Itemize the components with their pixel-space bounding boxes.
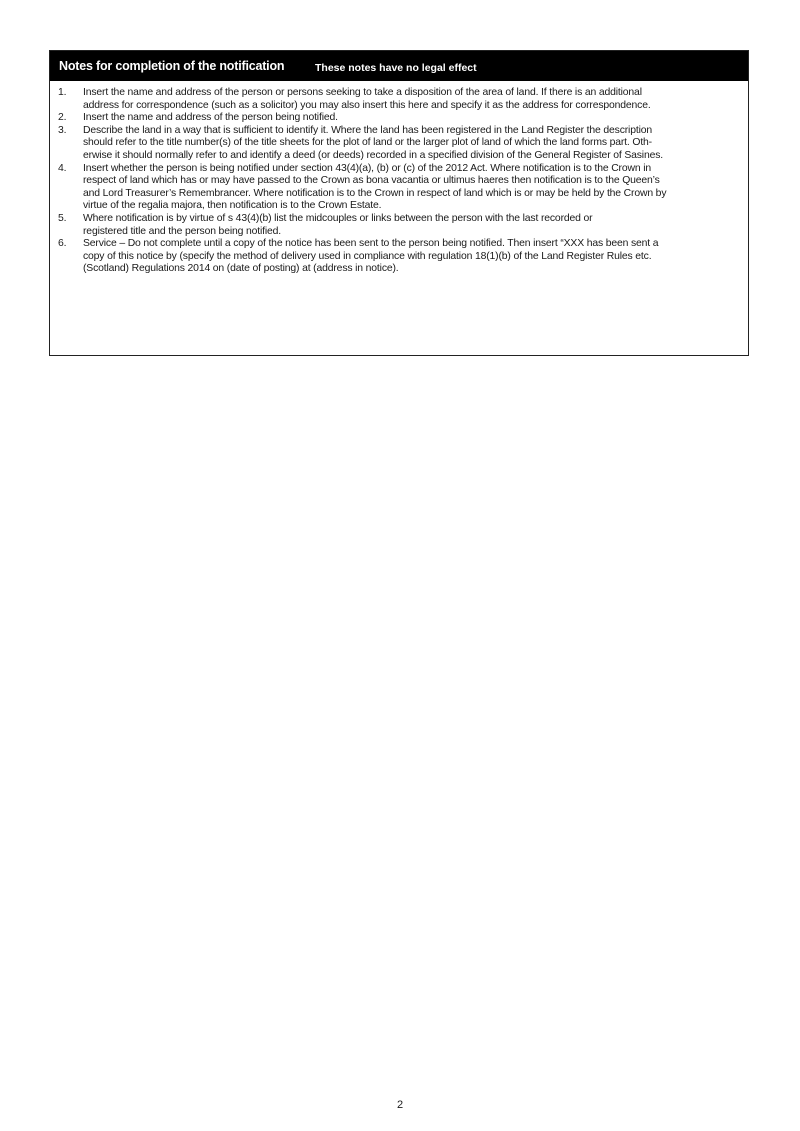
note-item — [50, 112, 738, 125]
note-text — [83, 112, 738, 125]
notes-list — [50, 81, 748, 276]
note-item — [50, 238, 738, 276]
note-text — [83, 213, 738, 238]
note-number: 3. — [58, 124, 67, 136]
note-text — [83, 163, 738, 213]
note-line: Insert the name and address of the person being notified. — [83, 112, 338, 124]
notes-header — [50, 51, 748, 81]
note-text — [83, 125, 738, 163]
note-number: 1. — [58, 87, 67, 98]
note-number: 4. — [58, 162, 67, 174]
note-number: 5. — [58, 212, 67, 224]
note-line: Where notification is by virtue of s 43(4)(b) list the midcouples or links between the person with the last recorded or — [83, 212, 593, 224]
note-line: virtue of the regalia majora, then notification is to the Crown Estate. — [83, 200, 382, 212]
note-line: (Scotland) Regulations 2014 on (date of posting) at (address in notice). — [83, 263, 399, 275]
note-line: should refer to the title number(s) of the title sheets for the plot of land or the larger plot of land of which the land forms part. Oth- — [83, 137, 652, 149]
note-line: copy of this notice by (specify the method of delivery used in compliance with regulation 18(1)(b) of the Land Register Rules etc. — [83, 250, 652, 262]
note-line: and Lord Treasurer’s Remembrancer. Where notification is to the Crown in respect of land which is or may be held by the Crown by — [83, 187, 667, 199]
notes-panel — [49, 50, 749, 356]
note-line: Describe the land in a way that is sufficient to identify it. Where the land has been registered in the Land Register the description — [83, 124, 652, 136]
note-text — [83, 238, 738, 276]
notes-subtitle: These notes have no legal effect — [315, 61, 477, 74]
note-number: 6. — [58, 238, 67, 250]
note-line: address for correspondence (such as a solicitor) you may also insert this here and specify it as the address for correspondence. — [83, 99, 651, 111]
note-item — [50, 163, 738, 213]
note-text — [83, 87, 738, 112]
notes-title: Notes for completion of the notification — [59, 59, 285, 73]
note-line: erwise it should normally refer to and identify a deed (or deeds) recorded in a specified division of the General Register of Sasines. — [83, 149, 663, 161]
note-number: 2. — [58, 112, 67, 124]
note-item — [50, 125, 738, 163]
note-item — [50, 213, 738, 238]
page-number: 2 — [396, 1099, 404, 1111]
note-line: Insert whether the person is being notified under section 43(4)(a), (b) or (c) of the 2012 Act. Where notification is to the Crown in — [83, 162, 651, 174]
note-line: Service – Do not complete until a copy of the notice has been sent to the person being notified. Then insert “XXX has been sent a — [83, 238, 659, 250]
note-item — [50, 87, 738, 112]
note-line: registered title and the person being notified. — [83, 225, 282, 237]
note-line: Insert the name and address of the person or persons seeking to take a disposition of the area of land. If there is an additional — [83, 87, 642, 98]
note-line: respect of land which has or may have passed to the Crown as bona vacantia or ultimus haeres then notification is to the Queen’s — [83, 175, 660, 187]
